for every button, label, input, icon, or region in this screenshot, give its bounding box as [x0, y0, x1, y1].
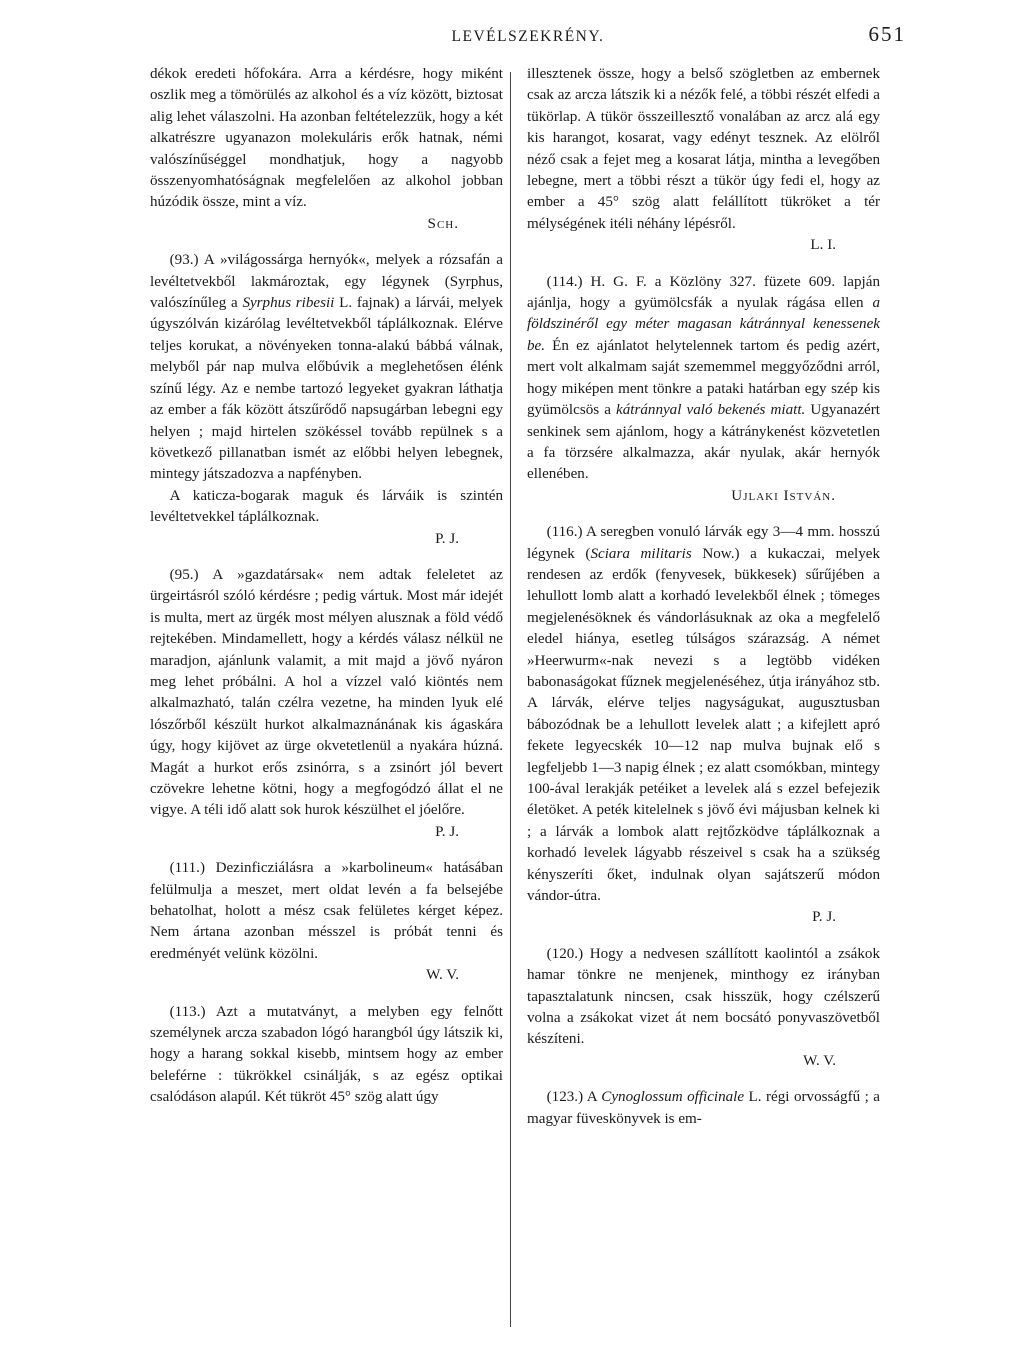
paragraph: (123.) A Cynoglossum officinale L. régi orvosságfű ; a magyar füveskönyvek is em- [527, 1089, 881, 1127]
running-title: LEVÉLSZEKRÉNY. [451, 28, 605, 45]
paragraph: (95.) A »gazdatársak« nem adtak feleletet az ürgeirtásról szóló kérdésre ; pedig vártuk. Most már idejét is multa, mert az ürgék most mélyen alusznak a föld védő rejtekében. Mindamellett, hogy a kérdés válasz nélkül ne maradjon, ajánlunk valamit, a mit majd a jövő nyáron meg lehet próbálni. A hol a vízzel való kiöntés nem alkalmazható, talán czélra vezetne, ha minden lyuk elé lószőrből készült hurkot alkalmaznánának kis ágaskára úgy, hogy kijövet az ürge okvetetlenül a nyakára húzná. Magát a hurkot erős zsinórra, s a zsinórt jól bevert czövekre lehetne kötni, hogy a megfogódzó állat el ne vigye. A téli idő alatt sok hurok készülhet el jóelőre. [150, 566, 503, 819]
signature: P. J. [435, 530, 459, 547]
signature: W. V. [426, 967, 459, 984]
paragraph: A katicza-bogarak maguk és lárváik is szintén levéltetvekkel táplálkoznak. [150, 487, 503, 526]
emphasized-phrase: kátránnyal való bekenés miatt. [616, 402, 806, 419]
paragraph: (120.) Hogy a nedvesen szállított kaolintól a zsákok hamar tönkre ne menjenek, minthogy ez irányban tapasztalatunk nincsen, csak hisszük, hogy czélszerű volna a zsákokat vizet át nem bocsátó ponyvaszövetből készíteni. [527, 945, 880, 1048]
italic-term: Cynoglossum officinale [601, 1089, 745, 1106]
paragraph: (93.) A »világossárga hernyók«, melyek a rózsafán a levéltetvekből lakmároztak, egy légynek (Syrphus, valószínűleg a Syrphus ribesii L. fajnak) a lárvái, melyek úgyszólván kizárólag levéltetvekből táplálkoznak. Elérve teljes korukat, a növényeken tonna-alakú bábbá válnak, melyből pár nap mulva előbúvik a meglehetősen élénk színű légy. Az e nembe tartozó legyeket gyakran láthatja az ember a fák között átszűrődő napsugárban lebegni egy helyen ; majd hirtelen szökéssel tovább repülnek s a következő pillanatban ismét az előbbi helyen lebegnek, mintegy játszadozva a napfényben. [150, 252, 503, 483]
left-column [150, 64, 503, 1109]
paragraph: (113.) Azt a mutatványt, a melyben egy felnőtt személynek arcza szabadon lógó harangból úgy látszik ki, hogy a harang sokkal kisebb, mintsem hogy az ember beleférne : tükrökkel csinálják, s az egész optikai csalódáson alapúl. Két tükröt 45° szög alatt úgy [150, 1003, 503, 1106]
page-header [150, 22, 906, 52]
page-number: 651 [868, 22, 906, 46]
signature: L. I. [810, 237, 836, 254]
signature: W. V. [803, 1052, 836, 1069]
emphasized-phrase: a földszinéről egy méter magasan kátránnyal kenessenek be. [527, 295, 880, 354]
paragraph: dékok eredeti hőfokára. Arra a kérdésre, hogy miként oszlik meg a tömörülés az alkohol és a víz között, biztosat alig lehet válaszolni. Ha azonban feltételezzük, hogy a két alkatrészre ugyanazon molekuláris erők hatnak, némi valószínűséggel mondhatjuk, hogy a nagyobb összenyomhatóságnak megfelelően az alkohol jobban húzódik össze, mint a víz. [150, 66, 503, 211]
signature: P. J. [435, 823, 459, 840]
column-divider [510, 72, 511, 1327]
right-column [527, 64, 880, 1130]
paragraph: illesztenek össze, hogy a belső szögletben az embernek csak az arcza látszik ki a nézők felé, a többi részét elfedi a tükörlap. A tükör összeillesztő vonalában az arcz alá egy kis harangot, kosarat, vagy edényt tesznek. Az elölről néző csak a fejet meg a kosarat látja, mintha a levegőben lebegne, mert a többi részt a tükör úgy fedi el, hogy az ember a 45° szög alatt felállított tükröket a tér mélységének itéli néhány lépésről. [527, 66, 880, 232]
signature: Ujlaki István. [731, 487, 836, 504]
italic-term: Sciara militaris [590, 545, 692, 562]
signature: Sch. [427, 215, 459, 232]
paragraph: (111.) Dezinficziálásra a »karbolineum« hatásában felülmulja a meszet, mert oldat levén a fa belsejébe behatolhat, holott a mész csak felületes kérget képez. Nem ártana azonban mésszel is próbát tenni és eredményét velünk közölni. [150, 860, 503, 962]
signature: P. J. [812, 909, 836, 926]
italic-term: Syrphus ribesii [242, 295, 335, 312]
paragraph: (116.) A seregben vonuló lárvák egy 3—4 mm. hosszú légynek (Sciara militaris Now.) a kukaczai, melyek rendesen az erdők (fenyvesek, bükkesek) sűrűjében a lehullott lomb alatt a korhadó levelekből élnek ; tömeges megjelenésöknek és vándorlásuknak az oka a megfelelő eledel hiánya, esetleg túlságos szárazság. A német »Heerwurm«-nak nevezi s a legtöbb vidéken babonaságokat fűznek megjelenéséhez, útja irányához stb. A lárvák, elérve teljes nagyságukat, augusztusban bábozódnak be a lehullott levelek alatt ; a kifejlett apró fekete legyecskék 10—12 nap mulva bujnak elő s legfeljebb 1—3 napig élnek ; ez alatt csomókban, mintegy 100-ával lerakják petéiket a levelek alá s ezzel befejezik életöket. A peték kitelelnek s jövő évi májusban kelnek ki ; a lárvák a lombok alatt rejtőzködve táplálkoznak a korhadó levelek lágyabb részeivel s csak ha a szükség kényszeríti őket, indulnak olyan sajátszerű módon vándor-útra. [527, 524, 881, 905]
paragraph: (114.) H. G. F. a Közlöny 327. füzete 609. lapján ajánlja, hogy a gyümölcsfák a nyulak rágása ellen a földszinéről egy méter magasan kátránnyal kenessenek be. Én ez ajánlatot helytelennek tartom és pedig azért, mert volt alkalmam saját szememmel meggyőződni arról, hogy miképen ment tönkre a pataki határban egy szép kis gyümölcsös a kátránnyal való bekenés miatt. Ugyanazért senkinek sem ajánlom, hogy a kátránykenést közvetetlen a fa törzsére alkalmazza, akár nyulak, akár hernyók ellenében. [527, 273, 880, 483]
